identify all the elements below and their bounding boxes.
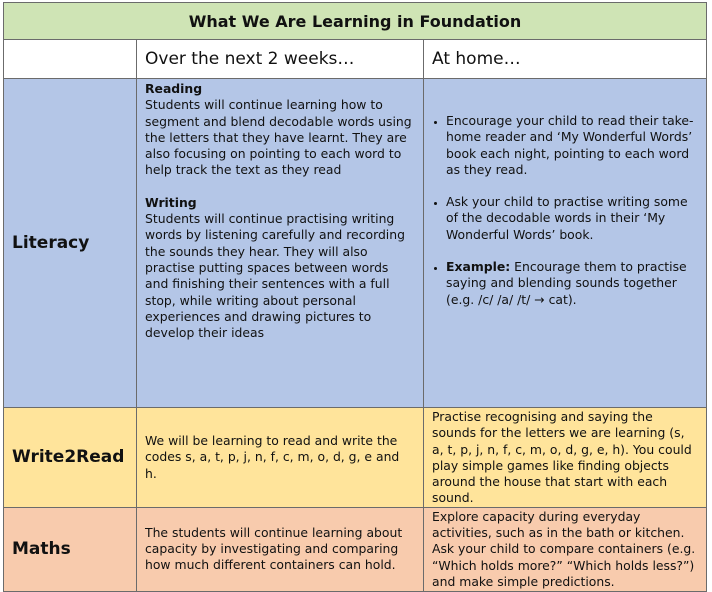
write2read-learning-cell: We will be learning to read and write the codes s, a, t, p, j, n, f, c, m, o, d, g, e and h. (137, 408, 424, 508)
header-at-home: At home… (424, 40, 707, 79)
row-label-write2read: Write2Read (4, 408, 137, 508)
list-item: • Example: Encourage them to practise saying and blending sounds together (e.g. /c/ /a/ /t/ → cat). (446, 259, 698, 308)
literacy-home-list (432, 113, 698, 308)
writing-heading: Writing (145, 194, 197, 210)
header-next-two-weeks: Over the next 2 weeks… (137, 40, 424, 79)
writing-text: Students will continue practising writing words by listening carefully and recording the sounds they hear. They will also practise putting spaces between words and finishing their sentences with a full stop, while writing about personal experiences and drawing pictures to develop their ideas (145, 211, 405, 341)
literacy-learning-cell (137, 79, 424, 408)
literacy-home-cell (424, 79, 707, 408)
list-item: • Ask your child to practise writing some of the decodable words in their ‘My Wonderful Words’ book. (446, 194, 698, 243)
row-label-maths: Maths (4, 507, 137, 591)
list-item: • Encourage your child to read their take-home reader and ‘My Wonderful Words’ book each night, pointing to each word as they read. (446, 113, 698, 178)
reading-text: Students will continue learning how to segment and blend decodable words using the letters that they have learnt. They are also focusing on pointing to each word to help track the text as they read (145, 97, 412, 178)
write2read-home-cell: Practise recognising and saying the sounds for the letters we are learning (s, a, t, p, j, n, f, c, m, o, d, g, e, h). You could play simple games like finding objects around the house that start with each sound. (424, 408, 707, 508)
page-title: What We Are Learning in Foundation (4, 3, 707, 40)
row-label-literacy: Literacy (4, 79, 137, 408)
header-empty (4, 40, 137, 79)
maths-home-cell: Explore capacity during everyday activities, such as in the bath or kitchen. Ask your child to compare containers (e.g. “Which holds more?” “Which holds less?”) and make simple predictions. (424, 507, 707, 591)
maths-learning-cell: The students will continue learning about capacity by investigating and comparing how much different containers can hold. (137, 507, 424, 591)
reading-heading: Reading (145, 81, 203, 96)
learning-table (3, 2, 707, 592)
